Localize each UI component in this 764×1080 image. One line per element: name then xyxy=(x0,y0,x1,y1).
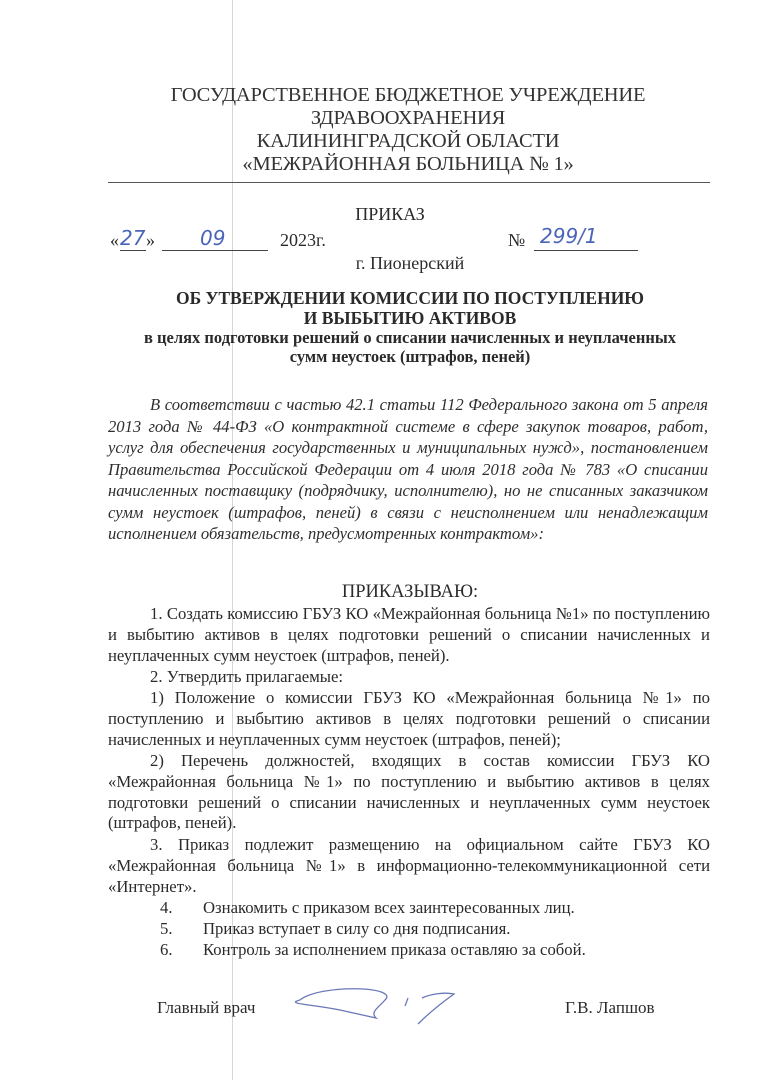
order-title: ПРИКАЗ xyxy=(355,204,425,224)
list-item xyxy=(108,919,710,940)
date-close-quote: » xyxy=(146,230,155,250)
document-title xyxy=(100,289,720,366)
organization-header xyxy=(108,84,708,176)
order-directive: ПРИКАЗЫВАЮ: xyxy=(341,582,479,602)
item-2-2: 2) Перечень должностей, входящих в состав комиссии ГБУЗ КО «Межрайонная больница №1» по поступлению и выбытию активов в целях подготовки решений о списании начисленных и неуплаченных сумм неустоек (штрафов, пеней). xyxy=(108,751,710,833)
list-item xyxy=(108,898,710,919)
date-month-underline xyxy=(162,250,268,251)
header-line: «МЕЖРАЙОННАЯ БОЛЬНИЦА № 1» xyxy=(242,153,574,175)
date-day-handwritten: 27 xyxy=(120,226,146,250)
title-subline: сумм неустоек (штрафов, пеней) xyxy=(289,347,531,366)
list-item-text: Ознакомить с приказом всех заинтересованных лиц. xyxy=(203,898,575,917)
date-open-quote: « xyxy=(110,230,119,250)
title-line: ОБ УТВЕРЖДЕНИИ КОМИССИИ ПО ПОСТУПЛЕНИЮ xyxy=(175,288,645,308)
list-item-number: 5. xyxy=(160,918,173,938)
item-2: 2. Утвердить прилагаемые: xyxy=(150,667,344,686)
header-line: ЗДРАВООХРАНЕНИЯ xyxy=(310,107,506,129)
header-line: ГОСУДАРСТВЕННОЕ БЮДЖЕТНОЕ УЧРЕЖДЕНИЕ xyxy=(170,84,646,106)
signatory-position: Главный врач xyxy=(157,998,256,1017)
header-line: КАЛИНИНГРАДСКОЙ ОБЛАСТИ xyxy=(256,130,560,152)
date-month-handwritten: 09 xyxy=(200,226,226,250)
header-divider xyxy=(108,182,710,183)
item-3: 3. Приказ подлежит размещению на официальном сайте ГБУЗ КО «Межрайонная больница №1» в информационно-телекоммуникационной сети «Интернет». xyxy=(108,835,710,896)
handwritten-signature xyxy=(280,982,480,1032)
title-line: И ВЫБЫТИЮ АКТИВОВ xyxy=(303,307,517,328)
date-year: 2023г. xyxy=(280,230,326,250)
list-item-number: 4. xyxy=(160,898,173,917)
list-item xyxy=(108,940,710,961)
signatory-name: Г.В. Лапшов xyxy=(565,998,655,1017)
city: г. Пионерский xyxy=(355,253,465,273)
numbered-list xyxy=(108,898,710,960)
item-1: 1. Создать комиссию ГБУЗ КО «Межрайонная больница №1» по поступлению и выбытию активов в целях подготовки решений о списании начисленных и неуплаченных сумм неустоек (штрафов, пеней). xyxy=(108,604,710,665)
list-item-number: 6. xyxy=(160,939,173,959)
list-item-text: Контроль за исполнением приказа оставляю за собой. xyxy=(203,939,586,959)
number-label: № xyxy=(508,230,526,250)
order-number-handwritten: 299/1 xyxy=(540,224,598,248)
preamble-paragraph: В соответствии с частью 42.1 статьи 112 Федерального закона от 5 апреля 2013 года № 44-ФЗ «О контрактной системе в сфере закупок товаров, работ, услуг для обеспечения государственных и муниципальных нужд», постановлением Правительства Российской Федерации от 4 июля 2018 года № 783 «О списании начисленных поставщику (подрядчику, исполнителю), но не списанных заказчиком сумм неустоек (штрафов, пеней) в связи с неисполнением или ненадлежащим исполнением обязательств, предусмотренных контрактом»: xyxy=(108,395,708,543)
date-day-underline xyxy=(120,250,146,251)
item-2-1: 1) Положение о комиссии ГБУЗ КО «Межрайонная больница №1» по поступлению и выбытию активов в целях подготовки решений о списании начисленных и неуплаченных сумм неустоек (штрафов, пеней); xyxy=(108,688,710,749)
list-item-text: Приказ вступает в силу со дня подписания. xyxy=(203,918,511,938)
order-number-underline xyxy=(534,250,638,251)
title-subline: в целях подготовки решений о списании начисленных и неуплаченных xyxy=(144,328,676,347)
